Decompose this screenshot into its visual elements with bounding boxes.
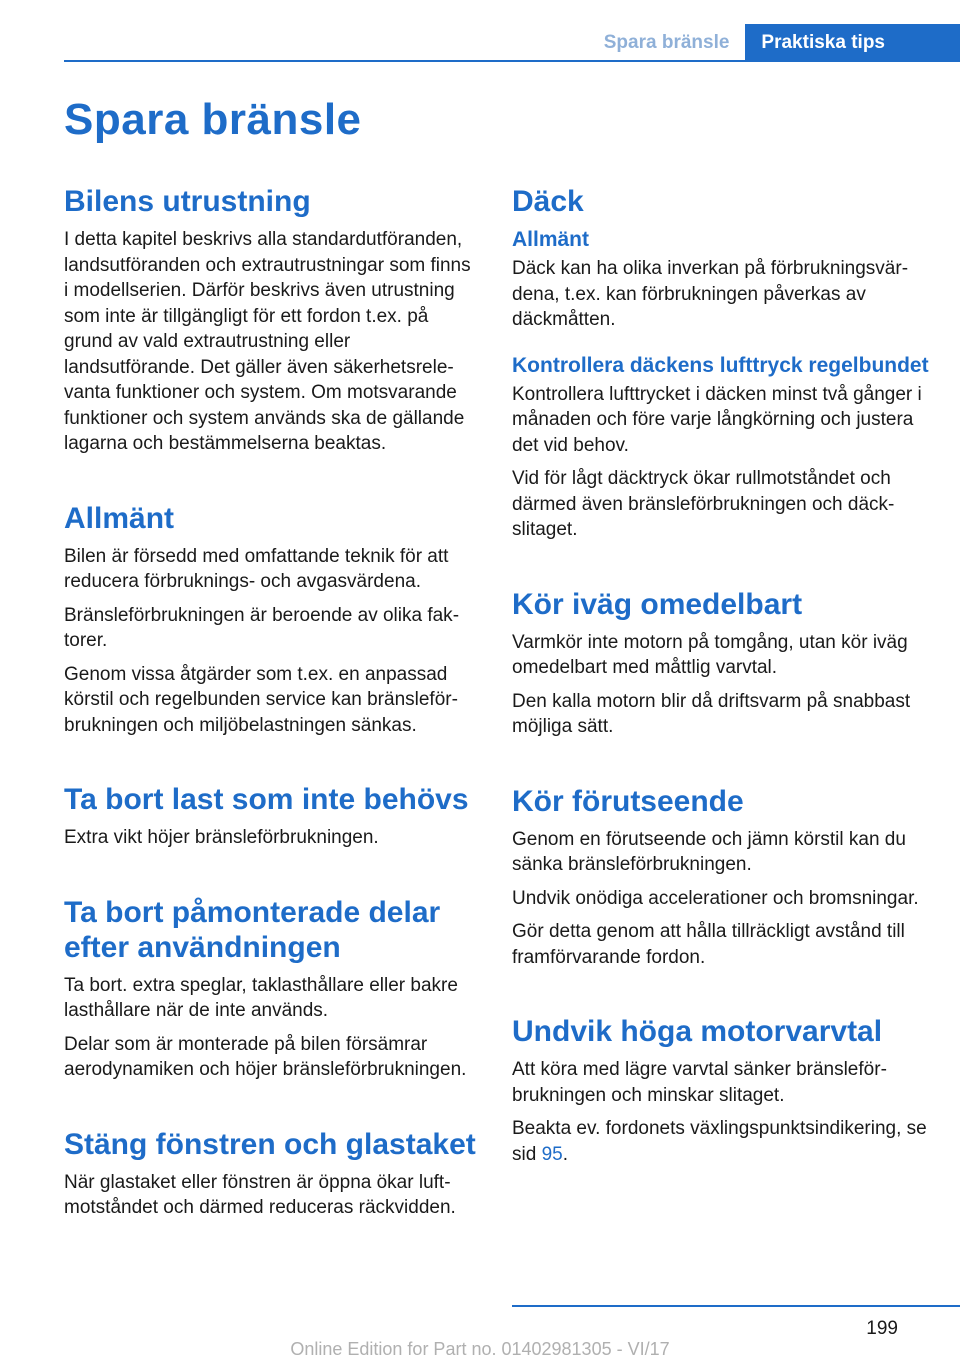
general-p1: Bilen är försedd med omfattande teknik för att reducera förbruknings- och avgasvärdena. (64, 545, 449, 592)
subheading-tire-pressure: Kontrollera däckens lufttryck regelbundet (512, 353, 929, 377)
heading-anticipate: Kör förutseende (512, 784, 744, 818)
subheading-tires-general: Allmänt (512, 228, 590, 251)
anticipate-p1: Genom en förutseende och jämn körstil kan du sänka bränsleförbrukningen. (512, 828, 906, 875)
tires-p1: Däck kan ha olika inverkan på förbrukningsvärdena, t.ex. kan förbrukningen påverkas av däckmåtten. (512, 258, 909, 330)
drive-off-p2: Den kalla motorn blir då driftsvarm på snabbast möjliga sätt. (512, 690, 911, 737)
heading-load: Ta bort last som inte behövs (64, 783, 469, 816)
edition-footer: Online Edition for Part no. 01402981305 - VI/17 (290, 1339, 670, 1359)
breadcrumb (588, 24, 960, 61)
windows-p1: När glastaket eller fönstren är öppna ökar luftmotståndet och därmed reduceras räckvidden. (64, 1171, 456, 1218)
general-p3: Genom vissa åtgärder som t.ex. en anpassad körstil och regelbunden service kan bränsleförbrukningen och miljöbelastningen sänkas. (64, 663, 458, 736)
heading-general: Allmänt (64, 501, 175, 535)
rpm-p2-suffix: . (562, 1143, 568, 1165)
page-title: Spara bränsle (64, 95, 362, 144)
heading-mounted: Ta bort påmonterade delar efter användningen (64, 895, 441, 964)
right-column (512, 184, 932, 1175)
heading-rpm: Undvik höga motorvarvtal (512, 1015, 883, 1048)
tires-p2: Kontrollera lufttrycket i däcken minst två gånger i månaden och före varje långkörning och justera det vid behov. (512, 383, 922, 456)
rpm-p2-text: Beakta ev. fordonets växlingspunktsindikering, se sid (512, 1118, 927, 1165)
load-p1: Extra vikt höjer bränsleförbrukningen. (64, 827, 379, 848)
heading-tires: Däck (512, 185, 584, 218)
mounted-p2: Delar som är monterade på bilen försämrar aerodynamiken och höjer bränsleförbrukningen. (64, 1033, 467, 1080)
rpm-p2 (512, 1116, 932, 1167)
equipment-text: I detta kapitel beskrivs alla standardutföranden, landsutföranden och extrautrustningar som finns i modellserien. Därför beskrivs även utrustning som inte är tillgängligt för ett fordon t.ex. på grund av vald extrautrustning eller landsutförande. Det gäller även säkerhetsrelevanta funktioner och system. Om motsvarande funktioner och system används ska de gällande lagarna och bestämmelserna beaktas. (64, 229, 471, 454)
breadcrumb-section[interactable]: Spara bränsle (603, 32, 730, 53)
mounted-p1: Ta bort. extra speglar, taklasthållare eller bakre lasthållare när de inte används. (64, 974, 458, 1021)
page-reference-link[interactable]: 95 (541, 1143, 563, 1165)
heading-drive-off: Kör iväg omedelbart (512, 587, 803, 621)
page-number: 199 (866, 1318, 898, 1339)
tires-p3: Vid för lågt däcktryck ökar rullmotståndet och därmed även bränsleförbrukningen och däckslitaget. (512, 468, 895, 540)
drive-off-p1: Varmkör inte motorn på tomgång, utan kör iväg omedelbart med måttlig varvtal. (512, 631, 908, 678)
general-p2: Bränsleförbrukningen är beroende av olika faktorer. (64, 604, 460, 651)
anticipate-p2: Undvik onödiga accelerationer och bromsningar. (512, 887, 919, 909)
left-column (64, 184, 478, 1229)
breadcrumb-chapter[interactable]: Praktiska tips (745, 24, 960, 61)
heading-equipment: Bilens utrustning (64, 185, 311, 218)
anticipate-p3: Gör detta genom att hålla tillräckligt avstånd till framförvarande fordon. (512, 921, 905, 968)
footer-rule (512, 1305, 960, 1307)
rpm-p1: Att köra med lägre varvtal sänker bränsleförbrukningen och minskar slitaget. (512, 1059, 887, 1106)
heading-windows: Stäng fönstren och glastaket (64, 1127, 476, 1161)
